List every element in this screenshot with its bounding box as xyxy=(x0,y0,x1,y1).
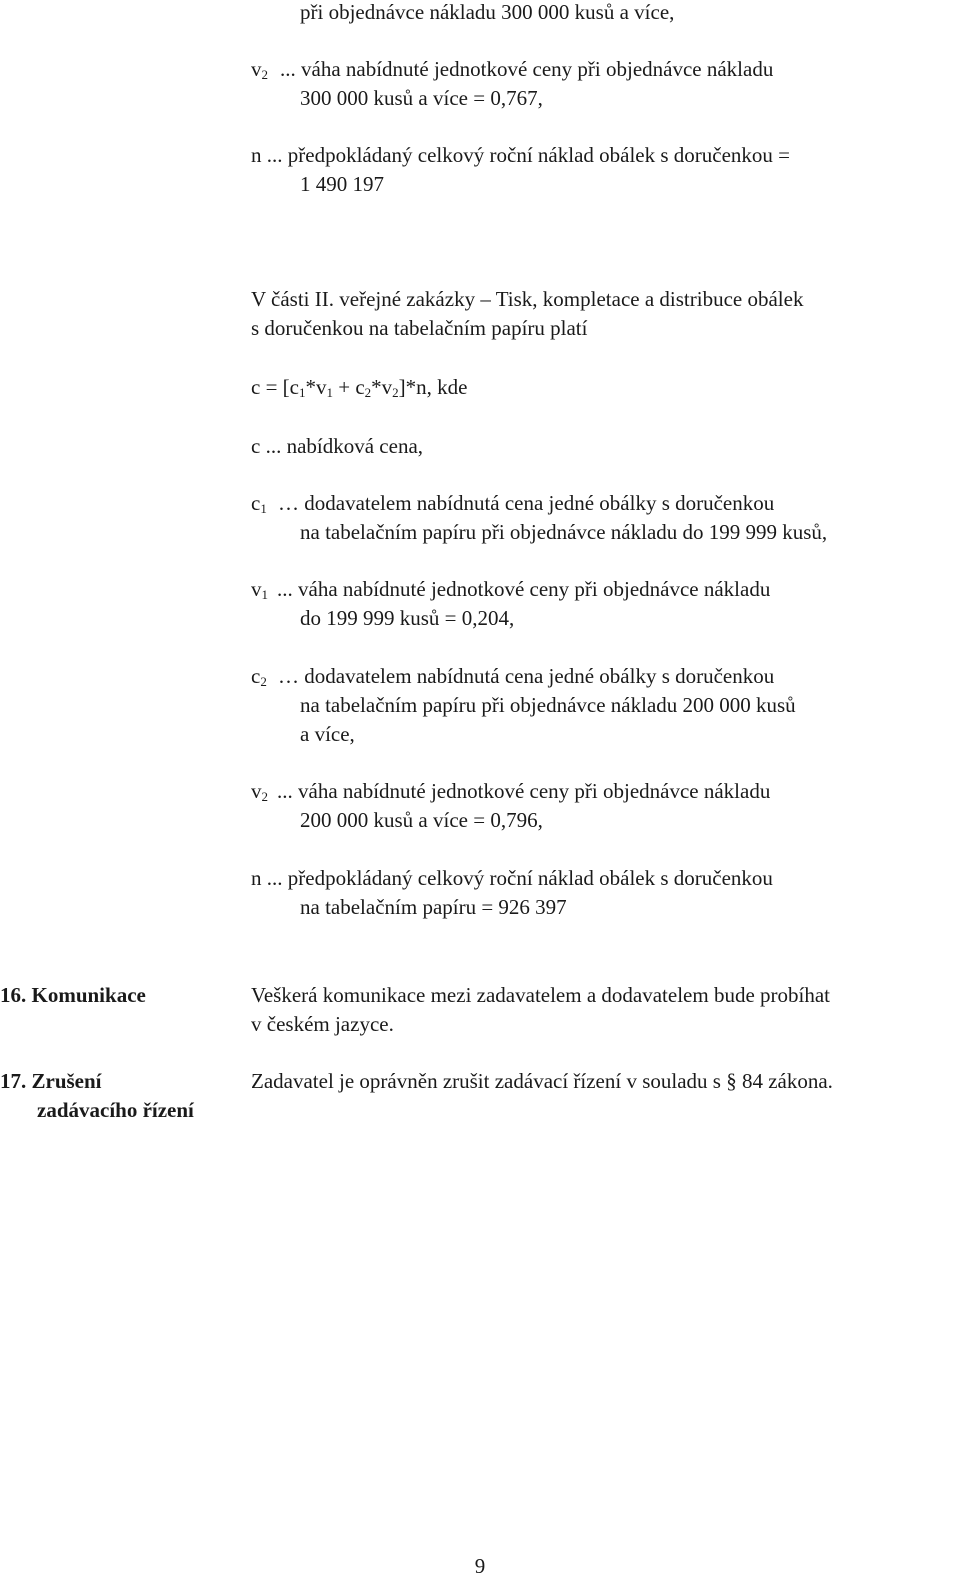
definition-text: c ... nabídková cena, xyxy=(251,434,424,458)
definition-text: ... váha nabídnuté jednotkové ceny při objednávce nákladu xyxy=(277,577,771,601)
definition-text: 200 000 kusů a více = 0,796, xyxy=(300,808,543,832)
section-heading: 16. Komunikace xyxy=(0,983,146,1007)
definition-text: … dodavatelem nabídnutá cena jedné obálky s doručenkou xyxy=(278,664,775,688)
definition-text: 300 000 kusů a více = 0,767, xyxy=(300,86,543,110)
formula: $c = [c_1*v_1 + c_2*v_2]*n$, kde xyxy=(251,375,468,400)
definition-text: na tabelačním papíru = 926 397 xyxy=(300,895,567,919)
definition-text: do 199 999 kusů = 0,204, xyxy=(300,606,515,630)
section-body: Veškerá komunikace mezi zadavatelem a dodavatelem bude probíhat xyxy=(251,983,830,1007)
paragraph-line: V části II. veřejné zakázky – Tisk, kompletace a distribuce obálek xyxy=(251,287,804,311)
definition-text: ... váha nabídnuté jednotkové ceny při objednávce nákladu xyxy=(280,57,774,81)
definition-text: na tabelačním papíru při objednávce nákladu 200 000 kusů xyxy=(300,693,796,717)
definition-text: n ... předpokládaný celkový roční náklad obálek s doručenkou xyxy=(251,866,773,890)
definition-symbol: $c_2$ xyxy=(251,664,267,689)
paragraph-line: s doručenkou na tabelačním papíru platí xyxy=(251,316,588,340)
definition-symbol: $v_1$ xyxy=(251,577,268,602)
definition-text: n ... předpokládaný celkový roční náklad obálek s doručenkou = xyxy=(251,143,791,167)
definition-symbol: $v_2$ xyxy=(251,779,268,804)
definition-text: na tabelačním papíru při objednávce nákladu do 199 999 kusů, xyxy=(300,520,828,544)
section-heading: zadávacího řízení xyxy=(37,1098,194,1122)
definition-symbol: $v_2$ xyxy=(251,57,268,82)
section-heading: 17. Zrušení xyxy=(0,1069,102,1093)
section-body: Zadavatel je oprávněn zrušit zadávací řízení v souladu s § 84 zákona. xyxy=(251,1069,833,1093)
definition-symbol: $c_1$ xyxy=(251,491,267,516)
page-number: 9 xyxy=(474,1554,486,1578)
definition-text: ... váha nabídnuté jednotkové ceny při objednávce nákladu xyxy=(277,779,771,803)
definition-text: a více, xyxy=(300,722,355,746)
section-body: v českém jazyce. xyxy=(251,1012,394,1036)
definition-text: … dodavatelem nabídnutá cena jedné obálky s doručenkou xyxy=(278,491,775,515)
definition-text: 1 490 197 xyxy=(300,172,384,196)
text-line: při objednávce nákladu 300 000 kusů a více, xyxy=(300,0,675,24)
